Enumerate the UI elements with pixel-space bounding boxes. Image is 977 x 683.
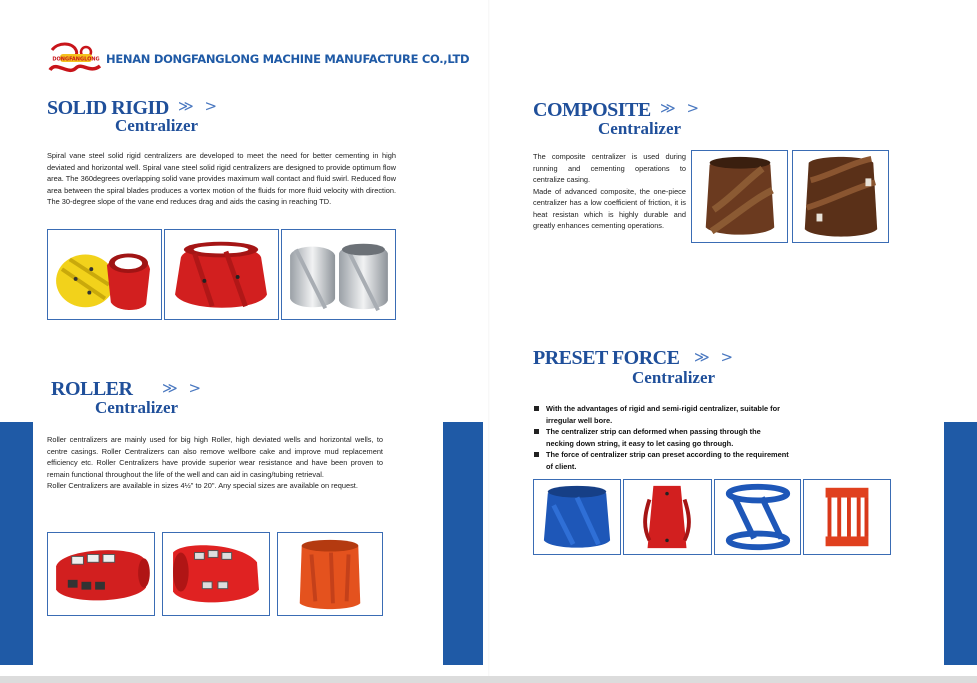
roller-centralizer-image-alt [163,533,269,615]
solid-rigid-image-silver [281,229,396,320]
roller-image-2 [162,532,270,616]
solid-rigid-title: SOLID RIGID [47,97,169,119]
composite-paragraph-1: The composite centralizer is used during running and cementing operations to centralize casing. [533,152,686,184]
preset-force-image-2 [623,479,712,555]
roller-title: ROLLER [51,378,133,400]
bullet-square-icon [534,452,539,457]
preset-force-image-4 [803,479,891,555]
solid-rigid-paragraph: Spiral vane steel solid rigid centralizers are developed to meet the need for better cementing in high deviated and horizontal well. Spiral vane steel solid rigid centralizers are designed to provide optimum flow area. The 360degrees overlapping solid vane provides maximum wall contact and fluid swirl. Reduced flow area between the spiral blades produces a vortex motion of the fluids for more fluid velocity with direction. The 30-degree slope of the vane end reduces drag and aids the casing in reaching TD. [47,151,396,206]
blue-spiral-centralizer-image [715,480,800,554]
bullet-text: The force of centralizer strip can preset according to the requirement of client. [546,450,789,471]
roller-sleeve-image [278,533,382,615]
list-item [534,449,790,472]
left-blue-bar [0,422,33,665]
right-blue-bar [944,422,977,665]
red-bow-centralizer-image [624,480,711,554]
center-blue-bar [443,422,483,665]
list-item [534,403,790,426]
roller-image-1 [47,532,155,616]
yellow-centralizer-image [48,230,161,319]
solid-rigid-chevrons: ≫ > [178,97,221,115]
bullet-text: The centralizer strip can deformed when passing through the necking down string, it easy to let casing go through. [546,427,761,448]
red-slotted-centralizer-image [804,480,890,554]
solid-rigid-subtitle: Centralizer [115,116,199,135]
composite-centralizer-image [692,151,787,242]
page-fold [488,0,490,676]
bullet-text: With the advantages of rigid and semi-rigid centralizer, suitable for irregular well bore. [546,404,781,425]
blue-bow-centralizer-image [534,480,620,554]
composite-centralizer-image-alt [793,151,888,242]
page-bottom-strip [0,676,977,683]
composite-paragraph-2: Made of advanced composite, the one-piece centralizer has a low coefficient of friction, it is heat resistan which is highly durable and greatly enhances cementing operations. [533,186,686,230]
company-logo [46,40,104,80]
silver-centralizer-image [282,230,395,319]
list-item [534,426,790,449]
roller-paragraph-2: Roller Centralizers are available in sizes 4½" to 20". Any special sizes are available on request. [47,481,358,490]
preset-force-title: PRESET FORCE [533,347,680,369]
roller-image-3 [277,532,383,616]
roller-paragraph-1: Roller centralizers are mainly used for big high Roller, high deviated wells and horizontal wells, to centre casings. Roller Centralizers can also remove wellbore cake and improve mud replacement efficiency etc. Roller Centralizers have provide superior wear resistance and have been proven to remain functional throughout the life of the well and can aid in casing/tubing retrieval. [47,435,383,479]
composite-description [533,151,686,232]
composite-image-2 [792,150,889,243]
preset-force-image-1 [533,479,621,555]
company-name: HENAN DONGFANGLONG MACHINE MANUFACTURE CO.,LTD [106,52,470,66]
composite-chevrons: ≫ > [660,99,703,117]
composite-title: COMPOSITE [533,99,651,121]
roller-description [47,434,383,492]
solid-rigid-image-red [164,229,279,320]
roller-chevrons: ≫ > [162,379,205,397]
preset-force-image-3 [714,479,801,555]
roller-centralizer-image [48,533,154,615]
preset-force-bullets [534,403,790,472]
roller-subtitle: Centralizer [95,398,179,417]
logo-text: DONGFANGLONG [52,56,100,63]
solid-rigid-description [47,150,396,208]
composite-subtitle: Centralizer [598,119,682,138]
bullet-square-icon [534,406,539,411]
composite-image-1 [691,150,788,243]
preset-force-chevrons: ≫ > [694,348,737,366]
bullet-square-icon [534,429,539,434]
red-centralizer-image [165,230,278,319]
solid-rigid-image-yellow [47,229,162,320]
preset-force-subtitle: Centralizer [632,368,716,387]
